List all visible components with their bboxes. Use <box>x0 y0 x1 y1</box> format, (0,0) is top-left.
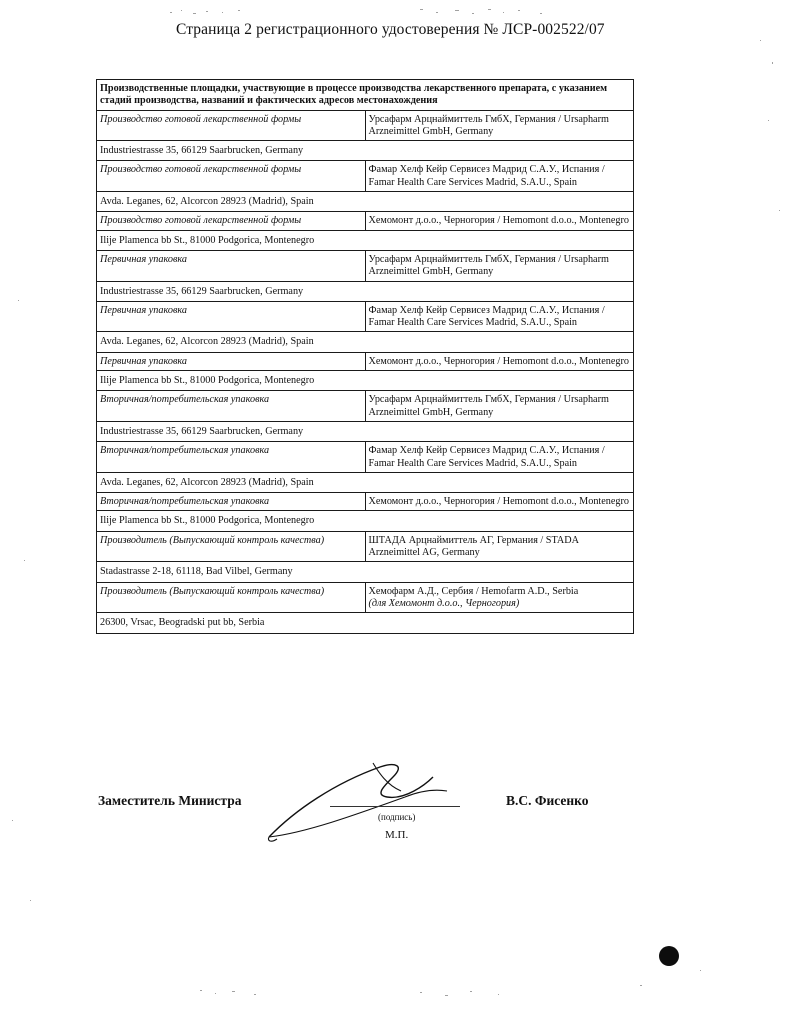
manufacturer-name: Хемомонт д.о.о., Черногория / Hemomont d.o.o., Montenegro <box>368 496 629 508</box>
table-heading: Производственные площадки, участвующие в процессе производства лекарственного препарата, с указанием стадий производства, названий и фактических адресов местонахождения <box>97 80 634 111</box>
production-stage-cell: Вторичная/потребительская упаковка <box>97 442 366 473</box>
production-stage-cell: Производство готовой лекарственной формы <box>97 212 366 230</box>
table-row <box>97 493 634 511</box>
production-stage-cell: Производитель (Выпускающий контроль качества) <box>97 582 366 613</box>
table-row <box>97 531 634 562</box>
address-row <box>97 472 634 492</box>
table-row <box>97 391 634 422</box>
address-cell: Ilije Plamenca bb St., 81000 Podgorica, Montenegro <box>97 371 634 391</box>
address-row <box>97 562 634 582</box>
manufacturer-name: ШТАДА Арцнаймиттель АГ, Германия / STADA Arzneimittel AG, Germany <box>368 534 579 559</box>
signatory-name: В.С. Фисенко <box>506 793 589 808</box>
table-row <box>97 250 634 281</box>
production-stage-cell: Производство готовой лекарственной формы <box>97 161 366 192</box>
handwritten-signature <box>255 755 455 850</box>
table-row <box>97 161 634 192</box>
table-row <box>97 442 634 473</box>
manufacturer-name: Хемомонт д.о.о., Черногория / Hemomont d.o.o., Montenegro <box>368 355 629 367</box>
deputy-minister-label: Заместитель Министра <box>98 793 242 808</box>
address-row <box>97 281 634 301</box>
manufacturer-cell <box>365 531 634 562</box>
manufacturer-cell <box>365 352 634 370</box>
production-stage-cell: Производитель (Выпускающий контроль качества) <box>97 531 366 562</box>
address-row <box>97 421 634 441</box>
address-row <box>97 511 634 531</box>
punch-hole-mark <box>659 946 679 966</box>
address-row <box>97 332 634 352</box>
address-cell: Industriestrasse 35, 66129 Saarbrucken, Germany <box>97 421 634 441</box>
manufacturer-name: Фамар Хелф Кейр Сервисез Мадрид С.А.У., Испания / Famar Health Care Services Madrid, S.A.U., Spain <box>368 445 605 469</box>
table-row <box>97 301 634 332</box>
manufacturer-name: Фамар Хелф Кейр Сервисез Мадрид С.А.У., Испания / Famar Health Care Services Madrid, S.A.U., Spain <box>368 304 605 329</box>
table-heading-row <box>97 80 634 111</box>
table-row <box>97 212 634 230</box>
seal-label: М.П. <box>385 829 409 841</box>
manufacturer-name: Хемофарм А.Д., Сербия / Hemofarm A.D., Serbia <box>368 585 579 597</box>
address-row <box>97 371 634 391</box>
manufacturer-cell <box>365 110 634 141</box>
manufacturer-name: Урсафарм Арцнаймиттель ГмбХ, Германия / Ursapharm Arzneimittel GmbH, Germany <box>368 394 609 418</box>
production-stage-cell: Первичная упаковка <box>97 250 366 281</box>
address-cell: 26300, Vrsac, Beogradski put bb, Serbia <box>97 613 634 633</box>
production-stage-cell: Первичная упаковка <box>97 301 366 332</box>
signature-caption: (подпись) <box>378 812 416 822</box>
production-stage-cell: Вторичная/потребительская упаковка <box>97 391 366 422</box>
manufacturer-cell <box>365 493 634 511</box>
address-row <box>97 192 634 212</box>
manufacturer-name: Фамар Хелф Кейр Сервисез Мадрид С.А.У., Испания / Famar Health Care Services Madrid, S.A.U., Spain <box>368 164 605 188</box>
production-stage-cell: Производство готовой лекарственной формы <box>97 110 366 141</box>
address-cell: Avda. Leganes, 62, Alcorcon 28923 (Madrid), Spain <box>97 472 634 492</box>
manufacturer-cell <box>365 301 634 332</box>
manufacturer-cell <box>365 212 634 230</box>
manufacturer-cell <box>365 582 634 613</box>
table-row <box>97 110 634 141</box>
address-row <box>97 230 634 250</box>
address-cell: Avda. Leganes, 62, Alcorcon 28923 (Madrid), Spain <box>97 332 634 352</box>
production-sites-table <box>96 79 634 634</box>
manufacturer-cell <box>365 391 634 422</box>
address-row <box>97 613 634 633</box>
address-cell: Industriestrasse 35, 66129 Saarbrucken, Germany <box>97 281 634 301</box>
manufacturer-name: Хемомонт д.о.о., Черногория / Hemomont d.o.o., Montenegro <box>368 215 629 227</box>
production-stage-cell: Вторичная/потребительская упаковка <box>97 493 366 511</box>
manufacturer-name: Урсафарм Арцнаймиттель ГмбХ, Германия / Ursapharm Arzneimittel GmbH, Germany <box>368 253 609 278</box>
manufacturer-note: (для Хемомонт д.о.о., Черногория) <box>368 597 520 609</box>
address-row <box>97 141 634 161</box>
address-cell: Ilije Plamenca bb St., 81000 Podgorica, Montenegro <box>97 511 634 531</box>
address-cell: Ilije Plamenca bb St., 81000 Podgorica, Montenegro <box>97 230 634 250</box>
address-cell: Industriestrasse 35, 66129 Saarbrucken, Germany <box>97 141 634 161</box>
address-cell: Avda. Leganes, 62, Alcorcon 28923 (Madrid), Spain <box>97 192 634 212</box>
address-cell: Stadastrasse 2-18, 61118, Bad Vilbel, Germany <box>97 562 634 582</box>
table-row <box>97 582 634 613</box>
page-header-title: Страница 2 регистрационного удостоверения № ЛСР-002522/07 <box>176 21 605 38</box>
manufacturer-cell <box>365 250 634 281</box>
manufacturer-name: Урсафарм Арцнаймиттель ГмбХ, Германия / Ursapharm Arzneimittel GmbH, Germany <box>368 113 609 137</box>
signature-line <box>330 806 460 807</box>
table-row <box>97 352 634 370</box>
production-stage-cell: Первичная упаковка <box>97 352 366 370</box>
manufacturer-cell <box>365 161 634 192</box>
manufacturer-cell <box>365 442 634 473</box>
